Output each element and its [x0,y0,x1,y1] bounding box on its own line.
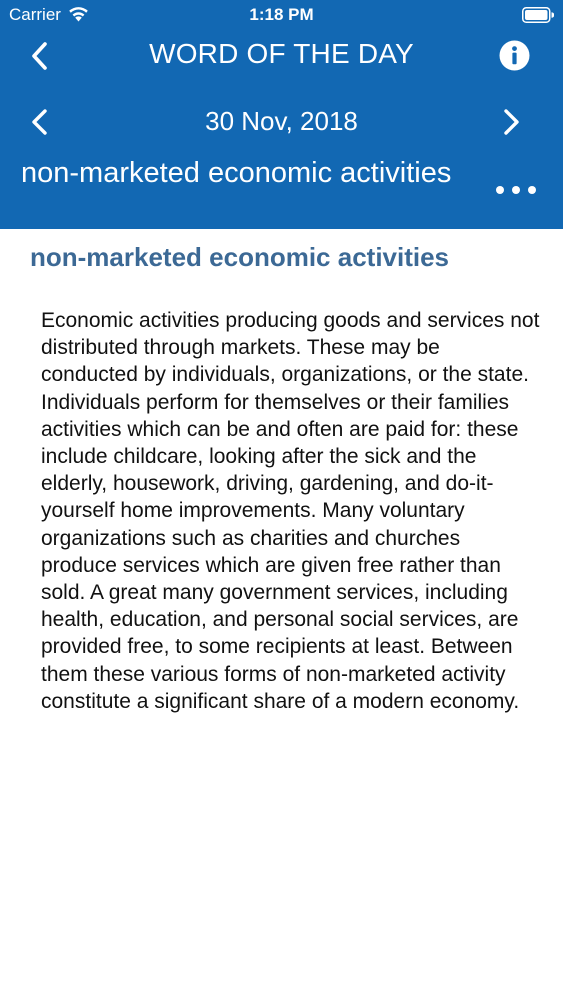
term-title: non-marketed economic activities [21,157,452,189]
current-date: 30 Nov, 2018 [205,106,358,136]
page-title: WORD OF THE DAY [149,38,414,69]
definition-content [0,229,563,1000]
definition-text: Economic activities producing goods and services not distributed through markets. These may be conducted by individuals, organizations, or the state. Individuals perform for themselves or their families activities which can be and often are paid for: these include childcare, looking after the sick and the elderly, housework, driving, gardening, and do-it-yourself home improvements. Many voluntary organizations such as charities and churches produce services which are given free rather than sold. A great many government services, including health, education, and personal social services, are provided free, to some recipients at least. Between them these various forms of non-marketed activity constitute a significant share of a modern economy. [41,309,540,713]
battery-icon [522,7,554,23]
status-bar [0,0,563,30]
status-time: 1:18 PM [249,5,314,24]
info-icon[interactable] [499,40,530,71]
navigation-bar [0,30,563,85]
carrier-label: Carrier [9,5,61,24]
more-horizontal-icon[interactable] [494,179,538,201]
next-day-chevron-icon[interactable] [498,107,524,137]
header [0,0,563,229]
entry-heading: non-marketed economic activities [30,242,450,272]
date-navigation [0,97,563,145]
